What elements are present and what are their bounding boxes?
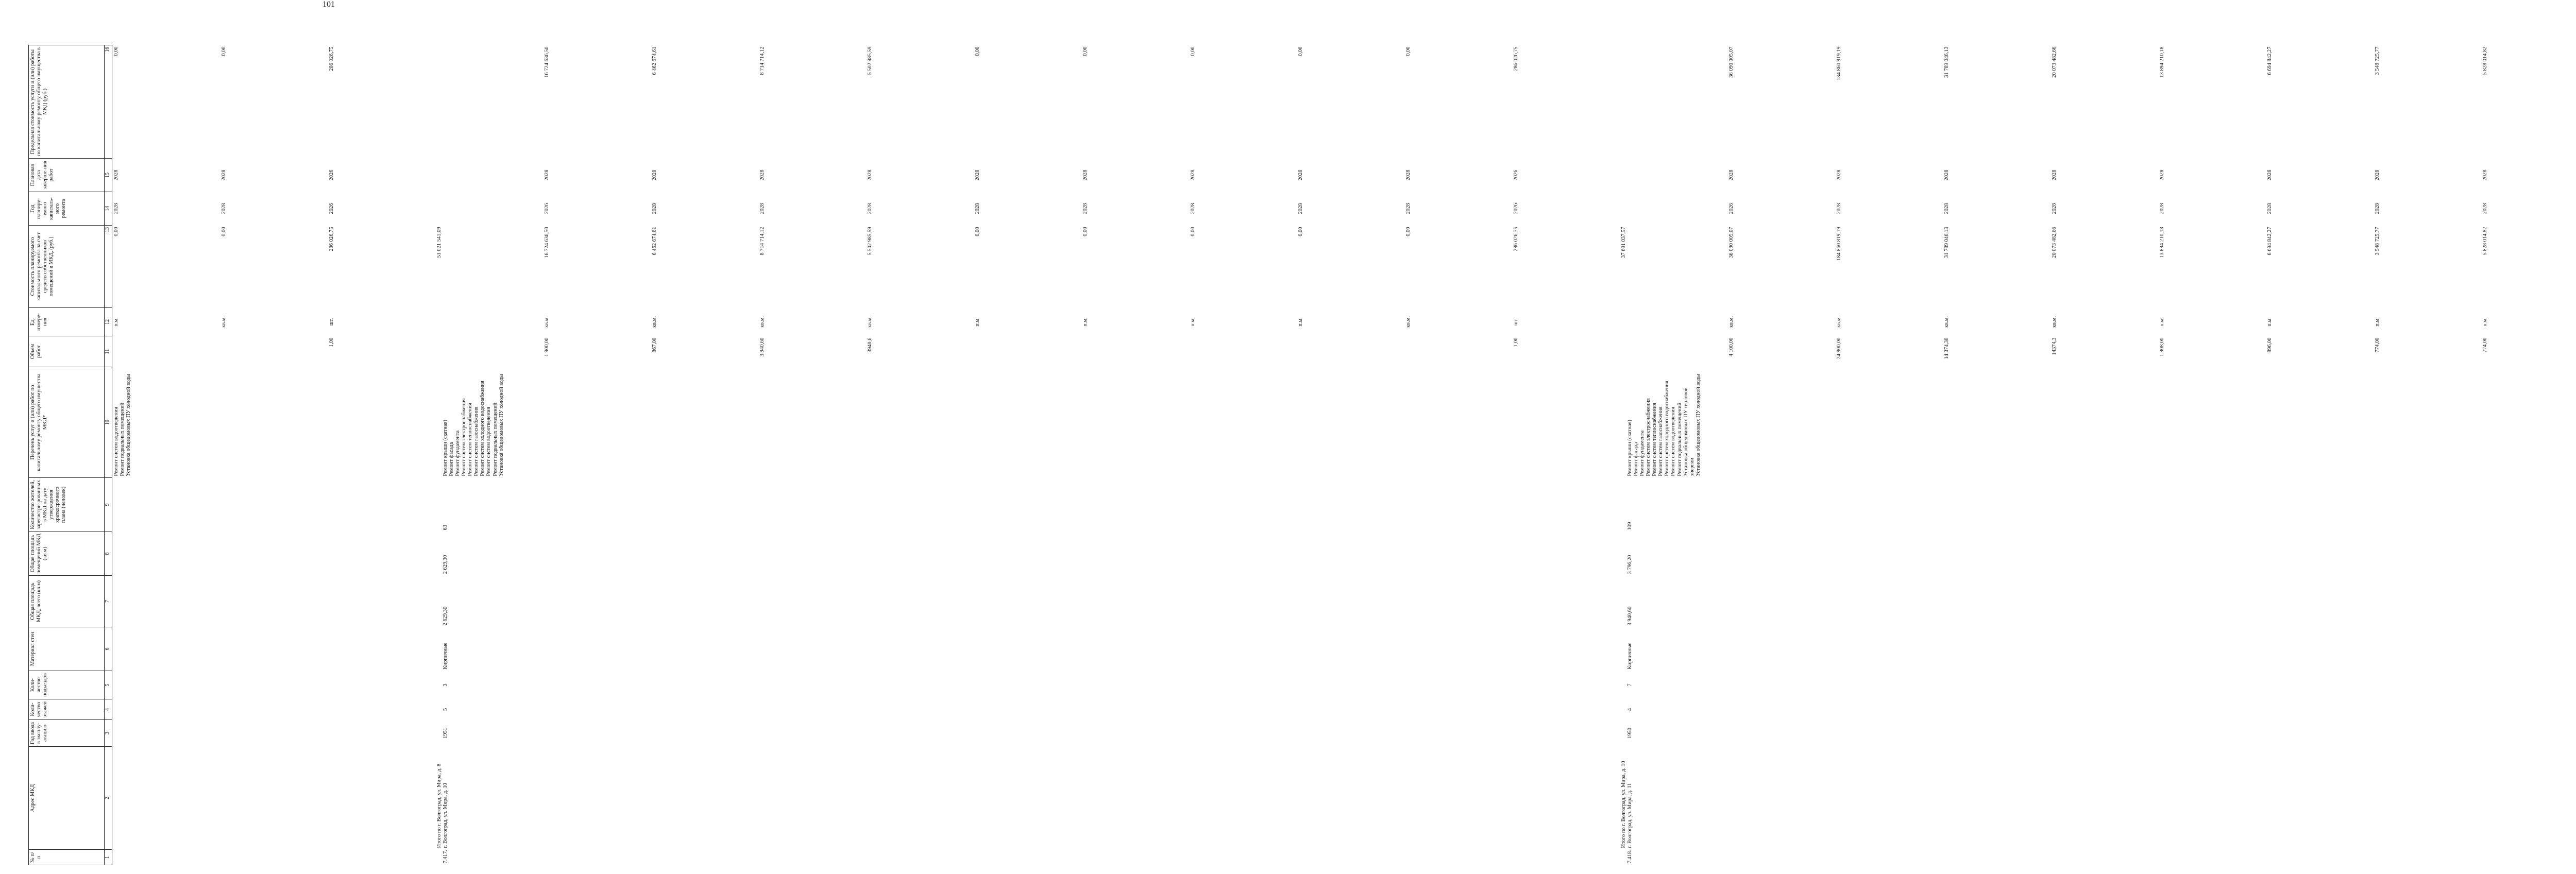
header-cell: Общая площадь МКД, всего (кв.м) [29,576,105,627]
work-limit-cost: 0,00 [975,46,980,56]
work-name: Ремонт фундамента [455,430,461,476]
work-cost: 20 073 482,66 [2052,227,2057,258]
block-total-cost: 37 691 037,57 [1621,227,1626,258]
work-year: 2028 [2159,203,2165,214]
work-limit-cost: 0,00 [221,46,227,56]
work-year: 2028 [2482,203,2488,214]
year-built [113,722,120,745]
work-end-date: 2028 [867,169,873,181]
work-cost: 31 789 046,13 [1944,227,1950,258]
work-unit: шт. [1513,318,1519,326]
work-unit: п.м. [1190,317,1196,327]
work-name: Ремонт систем водоотведения [1670,407,1676,476]
work-unit: кв.м. [2052,316,2057,328]
work-cost: 286 026,75 [1513,227,1519,251]
work-name: Ремонт крыши (скатная) [443,419,448,476]
work-name: Ремонт подвальных помещений [120,402,126,476]
work-volume [113,338,221,366]
work-year: 2028 [975,203,980,214]
header-cell: Год планиру-емого капиталь-ного ремонта [29,192,105,226]
work-cost: 13 894 210,18 [2159,227,2165,258]
header-cell: Коли-чество подъездов [29,671,105,699]
work-end-date: 2028 [1082,169,1088,181]
area-rooms: 3 796,20 [1627,555,1633,574]
work-volume [1190,338,1298,366]
address [113,748,120,848]
work-limit-cost: 13 894 210,18 [2159,46,2165,78]
header-cell: Объем работ [29,336,105,367]
column-number-row [105,45,112,865]
work-unit: п.м. [2267,317,2273,327]
work-cost: 5 502 985,59 [867,227,873,255]
work-year: 2028 [113,203,119,214]
work-year: 2028 [2052,203,2057,214]
work-volume: 3 940,60 [759,337,765,357]
work-cost: 184 860 819,19 [1836,227,1842,261]
address: г. Волгоград, ул. Мира, д. 11 [1627,783,1633,848]
work-cost: 0,00 [221,227,227,236]
work-volume: 867,00 [652,337,657,353]
column-number: 15 [105,159,112,192]
column-number: 16 [105,45,112,159]
work-unit: кв.м. [1836,316,1842,328]
table-body [112,45,2576,865]
work-unit: кв.м. [221,316,227,328]
header-cell: Материал стен [29,627,105,671]
work-name: Ремонт систем теплоснабжения [1652,403,1658,476]
work-volume: 1 908,00 [2159,337,2165,357]
work-name: Ремонт систем холодного водоснабжения [1664,381,1670,476]
wall-material: Кирпичные [1627,642,1633,670]
work-end-date: 2028 [1944,169,1950,181]
work-limit-cost: 0,00 [1190,46,1196,56]
work-cost: 16 724 636,50 [544,227,550,258]
work-end-date: 2028 [759,169,765,181]
work-unit: кв.м. [1944,316,1950,328]
work-limit-cost: 36 090 005,07 [1728,46,1734,78]
work-volume: 14374,3 [2052,337,2057,355]
work-limit-cost: 0,00 [1082,46,1088,56]
column-number: 11 [105,336,112,367]
work-volume: 896,00 [2267,337,2273,353]
work-year: 2026 [1728,203,1734,214]
work-year: 2028 [1082,203,1088,214]
floors: 5 [443,708,448,711]
column-number: 13 [105,226,112,308]
work-limit-cost: 5 828 014,82 [2482,46,2488,75]
work-name: Ремонт систем водоотведения [486,407,492,476]
entrances: 7 [1627,683,1633,687]
work-year: 2026 [544,203,550,214]
work-end-date: 2028 [1728,169,1734,181]
work-unit: п.м. [2482,317,2488,327]
total-label: Итого по г. Волгоград, ул. Мира, д. 10 [1621,761,1626,848]
work-year: 2028 [1298,203,1303,214]
work-cost: 6 694 842,27 [2267,227,2273,255]
work-unit: п.м. [1082,317,1088,327]
work-limit-cost: 5 502 985,59 [867,46,873,75]
work-limit-cost: 184 860 819,19 [1836,46,1842,81]
work-volume: 14 374,30 [1944,337,1950,359]
header-cell: Год ввода в эксплу-атацию [29,720,105,747]
work-cost: 0,00 [1190,227,1196,236]
work-name: Ремонт систем холодного водоснабжения [480,381,486,476]
work-name: Ремонт систем газоснабжения [473,406,480,476]
table-row [436,45,1621,865]
work-end-date: 2028 [652,169,657,181]
work-cost: 5 828 014,82 [2482,227,2488,255]
work-volume: 24 800,00 [1836,337,1842,359]
column-number: 8 [105,532,112,576]
work-volume: 1,00 [329,337,334,347]
work-limit-cost: 0,00 [1298,46,1303,56]
work-unit: кв.м. [1728,316,1734,328]
work-end-date: 2028 [1836,169,1842,181]
work-year: 2028 [221,203,227,214]
work-unit: кв.м. [652,316,657,328]
area-total: 2 629,30 [443,606,448,626]
column-number: 7 [105,576,112,627]
work-end-date: 2026 [329,169,334,181]
work-year: 2028 [867,203,873,214]
work-unit: шт. [329,318,334,326]
work-end-date: 2028 [221,169,227,181]
work-limit-cost: 6 694 842,27 [2267,46,2273,75]
work-year: 2028 [759,203,765,214]
column-number: 5 [105,671,112,699]
header-cell: Ед. измере-ния [29,308,105,336]
work-year: 2028 [1836,203,1842,214]
work-volume [1082,338,1190,366]
work-name: Ремонт систем электроснабжения [1646,398,1652,476]
work-volume: 774,00 [2482,337,2488,353]
work-year: 2028 [1190,203,1196,214]
header-cell: Коли-чество этажей [29,699,105,720]
block-total-cost: 51 021 541,09 [436,227,442,258]
area-total: 3 940,60 [1627,606,1633,626]
header-cell: № п/п [29,850,105,865]
work-cost: 0,00 [1405,227,1411,236]
row-number [113,851,120,864]
work-cost: 0,00 [1298,227,1303,236]
page-number: 101 [323,0,335,9]
residents: 63 [443,525,448,530]
total-label: Итого по г. Волгоград, ул. Мира, д. 8 [436,763,442,848]
wall-material: Кирпичные [443,642,448,670]
work-unit: п.м. [1298,317,1303,327]
work-limit-cost: 286 026,75 [329,46,334,71]
work-limit-cost: 16 724 636,50 [544,46,550,78]
capital-repair-table [28,45,2576,865]
work-cost: 8 714 714,12 [759,227,765,255]
header-cell: Общая площадь помещений МКД (кв.м) [29,532,105,576]
work-end-date: 2028 [2052,169,2057,181]
floors [113,701,120,718]
residents [113,479,120,530]
column-number: 14 [105,192,112,226]
work-unit: кв.м. [759,316,765,328]
rotated-table-container [28,45,2488,865]
work-cost: 36 090 005,07 [1728,227,1734,258]
work-year: 2026 [1513,203,1519,214]
work-cost: 286 026,75 [329,227,334,251]
work-unit: п.м. [975,317,980,327]
work-unit: п.м. [2159,317,2165,327]
work-volume: 3940,6 [867,337,873,353]
work-cost: 0,00 [975,227,980,236]
work-cost: 3 548 725,77 [2375,227,2380,255]
work-name: Ремонт подвальных помещений [492,402,498,476]
work-name: Установка общедомовых ПУ тепловой энергии [1683,387,1695,476]
work-year: 2028 [1405,203,1411,214]
column-number: 10 [105,367,112,478]
header-cell: Плановая дата заверше-ния работ [29,159,105,192]
work-name: Ремонт систем теплоснабжения [467,403,473,476]
work-volume [975,338,1082,366]
column-number: 6 [105,627,112,671]
work-limit-cost: 8 714 714,12 [759,46,765,75]
work-year: 2028 [2375,203,2380,214]
work-volume [221,338,329,366]
work-name: Установка общедомовых ПУ холодной воды [498,374,504,476]
work-unit: п.м. [2375,317,2380,327]
work-cost: 6 462 674,61 [652,227,657,255]
work-end-date: 2028 [2267,169,2273,181]
entrances [113,673,120,698]
work-end-date: 2028 [975,169,980,181]
column-number: 12 [105,308,112,336]
work-year: 2026 [329,203,334,214]
work-unit: кв.м. [544,316,550,328]
residents: 109 [1627,522,1633,530]
work-end-date: 2028 [1405,169,1411,181]
header-cell: Адрес МКД [29,747,105,850]
work-year: 2028 [652,203,657,214]
work-name: Ремонт крыши (скатная) [1627,419,1633,476]
work-volume: 4 100,00 [1728,337,1734,357]
work-end-date: 2026 [1513,169,1519,181]
address: г. Волгоград, ул. Мира, д. 10 [443,783,449,848]
column-number: 2 [105,747,112,850]
header-cell: Стоимость планируемого капитального ремонта за счет средств собственников помещений в МКД, (руб.) [29,226,105,308]
work-end-date: 2028 [544,169,550,181]
work-end-date: 2028 [2159,169,2165,181]
header-cell: Перечень услуг и (или) работ по капитальному ремонту общего имущества МКД* [29,367,105,478]
work-limit-cost: 20 073 482,66 [2052,46,2057,78]
row-number: 7.418. [1627,850,1633,864]
year-built: 1951 [443,728,448,739]
table-row [1621,45,2576,865]
work-name: Установка общедомовых ПУ холодной воды [126,374,132,476]
work-end-date: 2028 [1298,169,1303,181]
work-end-date: 2028 [1190,169,1196,181]
work-volume: 1 900,00 [544,337,550,357]
work-name: Ремонт подвальных помещений [1676,402,1683,476]
work-name: Ремонт фасада [449,442,455,476]
work-year: 2028 [1944,203,1950,214]
work-volume: 774,00 [2375,337,2380,353]
area-total [113,577,120,626]
work-limit-cost: 286 026,75 [1513,46,1519,71]
work-name: Ремонт систем газоснабжения [1658,406,1664,476]
column-number: 3 [105,720,112,747]
work-unit: п.м. [113,317,119,327]
work-name: Ремонт систем электроснабжения [461,398,467,476]
header-cell: Количество жителей, зарегистри-рованных в МКД на дату утверждения краткосрочного плана (человек) [29,478,105,532]
header-cell: Предельная стоимость услуги и (или) работы по капитальному ремонту общего имущества в МКД (руб.) [29,45,105,159]
work-end-date: 2028 [2375,169,2380,181]
work-cost: 0,00 [1082,227,1088,236]
work-volume: 1,00 [1513,337,1519,347]
work-volume [1298,338,1405,366]
table-row [112,45,437,865]
work-limit-cost: 0,00 [113,46,119,56]
work-cost: 0,00 [113,227,119,236]
area-rooms [113,534,120,574]
work-unit: кв.м. [1405,316,1411,328]
work-limit-cost: 3 548 725,77 [2375,46,2380,75]
work-year: 2028 [2267,203,2273,214]
row-number: 7.417. [443,850,448,864]
year-built: 1950 [1627,728,1633,739]
work-end-date: 2028 [2482,169,2488,181]
work-limit-cost: 6 462 674,61 [652,46,657,75]
floors: 4 [1627,708,1633,711]
area-rooms: 2 629,30 [443,555,448,574]
header-row [29,45,105,865]
work-name: Ремонт систем водоотведения [113,407,119,476]
work-unit: кв.м. [867,316,873,328]
work-limit-cost: 31 789 046,13 [1944,46,1950,78]
wall-material [113,629,120,670]
column-number: 1 [105,850,112,865]
work-end-date: 2028 [113,169,119,181]
work-name: Ремонт фундамента [1639,430,1646,476]
work-limit-cost: 0,00 [1405,46,1411,56]
work-name: Установка общедомовых ПУ холодной воды [1695,374,1701,476]
entrances: 3 [443,683,448,687]
work-volume [1405,338,1513,366]
column-number: 9 [105,478,112,532]
work-name: Ремонт фасада [1633,442,1639,476]
column-number: 4 [105,699,112,720]
